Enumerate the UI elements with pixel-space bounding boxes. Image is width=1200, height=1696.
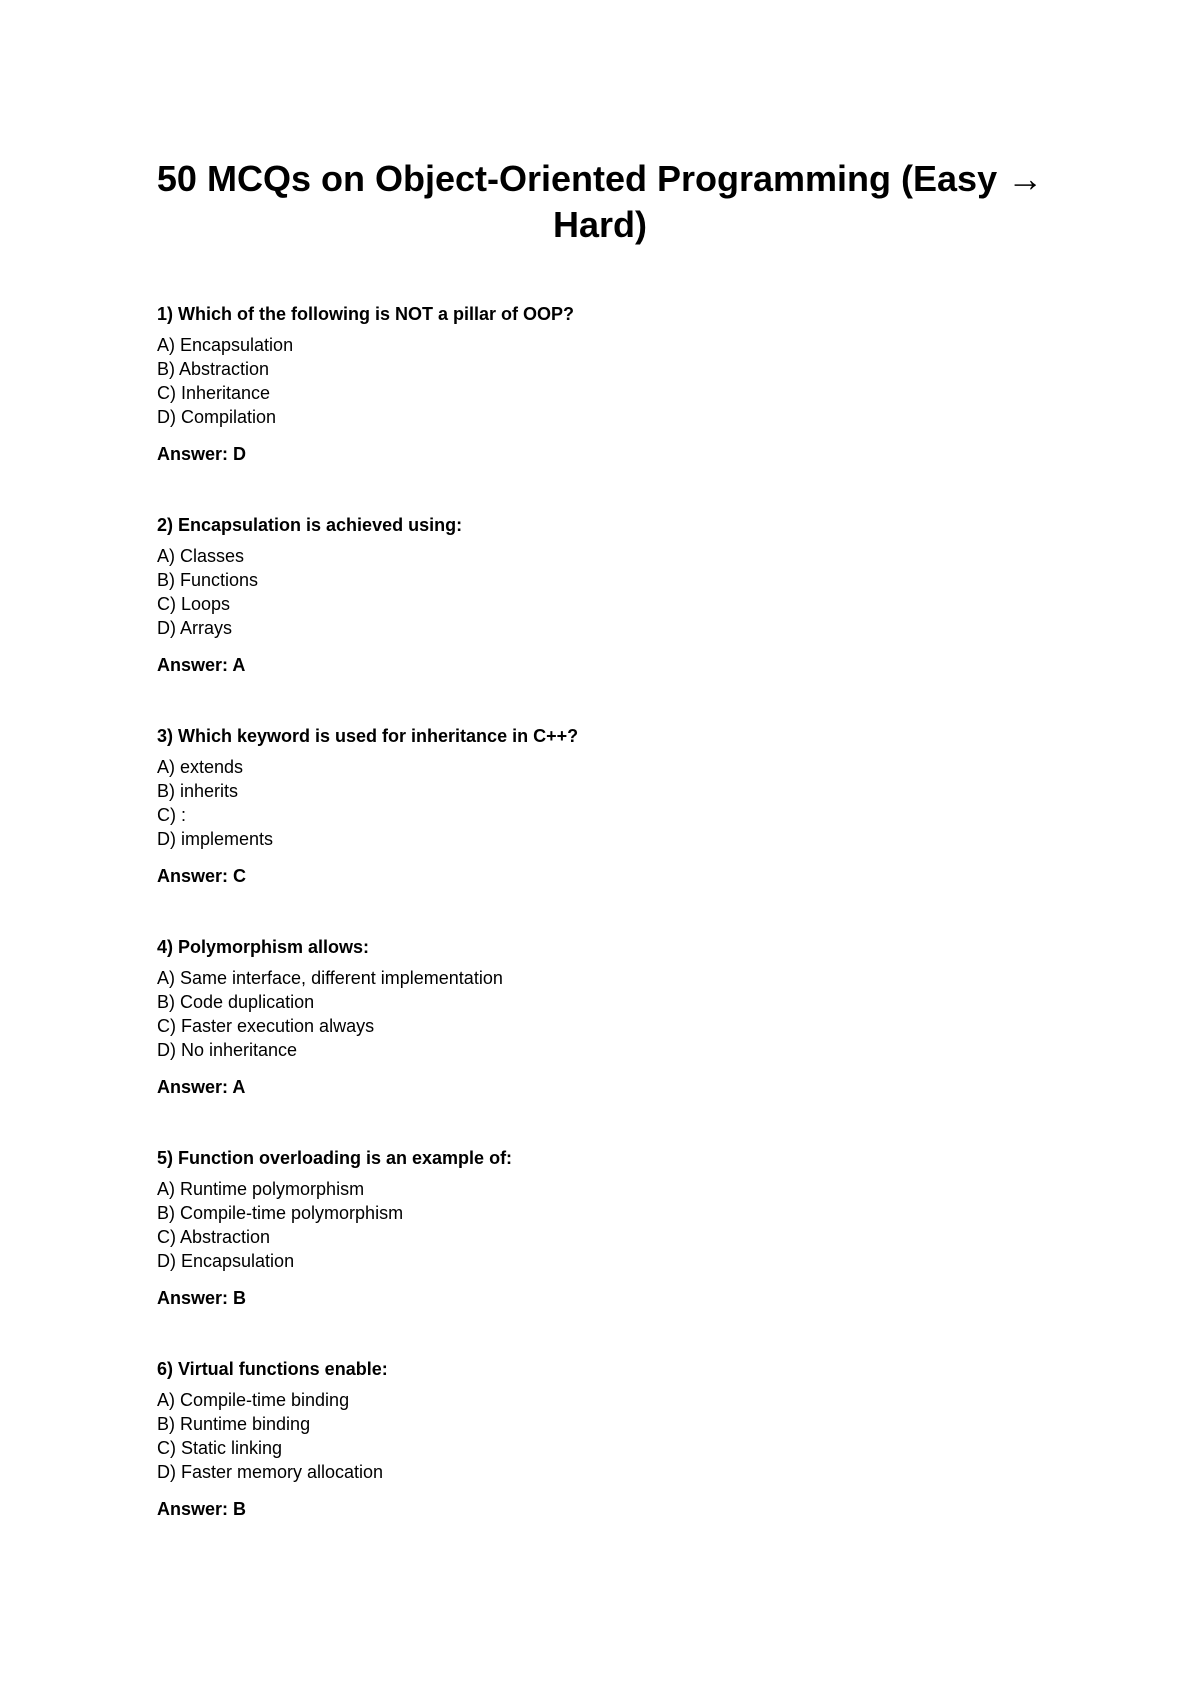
question-block-3 <box>157 725 1057 936</box>
option-d: D) Arrays <box>157 618 233 638</box>
question-text: 5) Function overloading is an example of: <box>157 1148 513 1168</box>
option-d: D) implements <box>157 829 274 849</box>
option-c: C) Abstraction <box>157 1227 271 1247</box>
option-c: C) : <box>157 805 186 825</box>
option-b: B) inherits <box>157 781 239 801</box>
question-text: 6) Virtual functions enable: <box>157 1359 388 1379</box>
option-b: B) Code duplication <box>157 992 315 1012</box>
document-title: 50 MCQs on Object-Oriented Programming (Easy → Hard) <box>156 158 1044 245</box>
question-block-2 <box>157 514 1057 725</box>
option-b: B) Compile-time polymorphism <box>157 1203 404 1223</box>
option-list <box>157 333 1057 429</box>
option-c: C) Static linking <box>157 1438 283 1458</box>
option-b: B) Abstraction <box>157 359 270 379</box>
answer-text: Answer: A <box>157 1077 246 1097</box>
answer-text: Answer: B <box>157 1499 247 1519</box>
question-text: 1) Which of the following is NOT a pillar of OOP? <box>157 304 574 324</box>
option-a: A) Classes <box>157 546 245 566</box>
option-b: B) Functions <box>157 570 259 590</box>
question-text: 3) Which keyword is used for inheritance in C++? <box>157 726 579 746</box>
option-c: C) Inheritance <box>157 383 271 403</box>
answer-text: Answer: A <box>157 655 246 675</box>
question-text: 2) Encapsulation is achieved using: <box>157 515 463 535</box>
option-list <box>157 1177 1057 1273</box>
option-list <box>157 966 1057 1062</box>
question-block-4 <box>157 936 1057 1147</box>
option-list <box>157 755 1057 851</box>
question-block-1 <box>157 303 1057 514</box>
option-a: A) Same interface, different implementation <box>157 968 503 988</box>
option-list <box>157 1388 1057 1484</box>
option-c: C) Faster execution always <box>157 1016 375 1036</box>
question-list <box>157 303 1057 1569</box>
option-d: D) No inheritance <box>157 1040 298 1060</box>
option-d: D) Compilation <box>157 407 277 427</box>
option-c: C) Loops <box>157 594 231 614</box>
option-list <box>157 544 1057 640</box>
answer-text: Answer: D <box>157 444 247 464</box>
answer-text: Answer: C <box>157 866 247 886</box>
option-b: B) Runtime binding <box>157 1414 311 1434</box>
question-text: 4) Polymorphism allows: <box>157 937 370 957</box>
question-block-6 <box>157 1358 1057 1569</box>
option-a: A) extends <box>157 757 244 777</box>
answer-text: Answer: B <box>157 1288 247 1308</box>
option-a: A) Compile-time binding <box>157 1390 350 1410</box>
question-block-5 <box>157 1147 1057 1358</box>
option-a: A) Encapsulation <box>157 335 294 355</box>
option-d: D) Faster memory allocation <box>157 1462 384 1482</box>
option-d: D) Encapsulation <box>157 1251 295 1271</box>
option-a: A) Runtime polymorphism <box>157 1179 365 1199</box>
